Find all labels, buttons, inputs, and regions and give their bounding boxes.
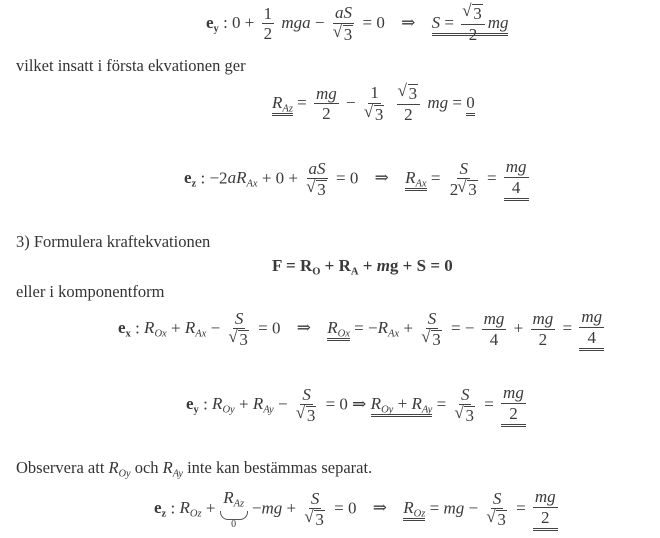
prose-line-4: Observera att $R_{Oy}$ och $R_{Ay}$ inte kan bestämmas separat. <box>16 458 373 480</box>
equation-RAz: $R_{Az}$ = $\frac{mg}{2}$ − 1 √ 3 √ $\frac{3}{2}$ mg = 0 <box>272 84 475 124</box>
unit-vector-ey: $e_y$ <box>206 12 219 35</box>
equation-ey-moment: $e_y$ : 0 + $\frac{1}{2}$ mga − aS √ 3 = 0 ⇒ S = √ $\frac{3}{2}$ mg <box>206 4 508 44</box>
underbrace-RAz: $R_{Az}$ 0 <box>220 488 248 530</box>
equation-ex-force: $e_x$ : $R_{Ox} + R_{Ax}$ − S √ 3 = 0 ⇒ $R_{Ox} = -R_{Ax}$ + S √ 3 = − $\frac{mg}{4}$ + $\frac{mg}{2}$ = $\frac{mg}{4}$ <box>118 308 607 351</box>
prose-line-2: 3) Formulera kraftekvationen <box>16 232 211 251</box>
equation-ez-moment: $e_z$ : $-2aR_{Ax} + 0$ + aS √ 3 = 0 ⇒ $R_{Ax}$ = $\frac{S}{2√ 3}$ = $\frac{mg}{4}$ <box>184 158 532 201</box>
equation-ez-force: $e_z$ : $R_{Oz}$ + $R_{Az}$ 0 −mg + S √ 3 = 0 ⇒ $R_{Oz}$ = mg − S √ 3 = $\frac{mg}{2}$ <box>154 488 561 531</box>
equation-force: $F = R_O + R_A$ + mg + S = 0 <box>272 256 453 278</box>
prose-line-1: vilket insatt i första ekvationen ger <box>16 56 246 75</box>
result-zero: 0 <box>466 93 475 116</box>
result-S: S = √ $\frac{3}{2}$ mg <box>432 13 509 36</box>
prose-line-3: eller i komponentform <box>16 282 165 301</box>
equation-ey-force: $e_y$ : $R_{Oy} + R_{Ay}$ − S √ 3 = 0 ⇒ $R_{Oy} + R_{Ay}$ = S √ 3 = $\frac{mg}{2}$ <box>186 384 529 427</box>
